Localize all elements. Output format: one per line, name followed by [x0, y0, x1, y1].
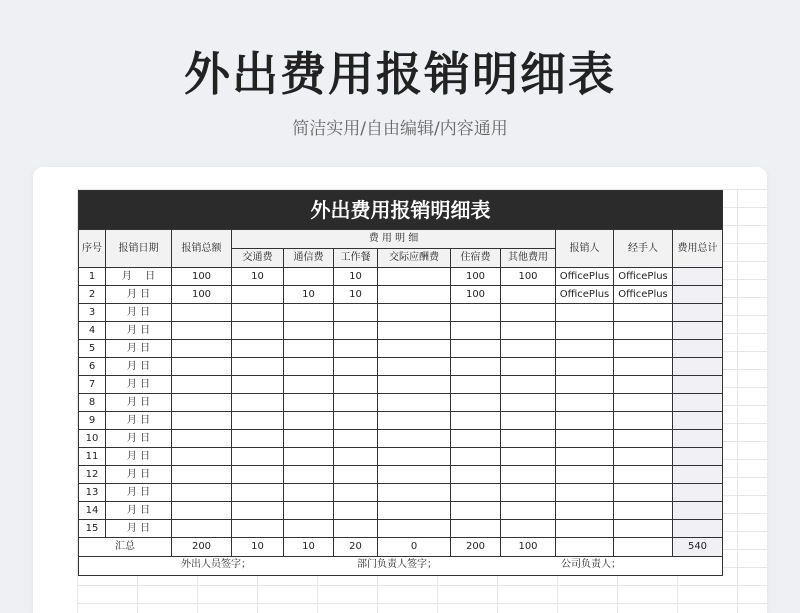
cell-lodging[interactable]	[451, 412, 501, 430]
cell-other[interactable]	[501, 304, 556, 322]
cell-lodging[interactable]	[451, 484, 501, 502]
table-row	[79, 286, 723, 304]
page-title: 外出费用报销明细表	[184, 47, 616, 101]
header-date: 报销日期	[106, 230, 172, 268]
sign-company-head: 公司负责人；	[561, 559, 621, 570]
cell-handler[interactable]: OfficePlus	[614, 286, 673, 304]
sign-dept-head: 部门负责人签字；	[357, 559, 437, 570]
cell-lodging[interactable]	[451, 520, 501, 538]
cell-seq[interactable]: 4	[79, 322, 106, 340]
cell-transport[interactable]	[232, 340, 284, 358]
cell-transport[interactable]	[232, 448, 284, 466]
cell-total[interactable]	[172, 484, 232, 502]
cell-claimant[interactable]	[556, 376, 614, 394]
cell-expense-total[interactable]	[673, 340, 723, 358]
cell-transport[interactable]	[232, 412, 284, 430]
cell-lodging[interactable]	[451, 322, 501, 340]
cell-handler[interactable]	[614, 322, 673, 340]
cell-other[interactable]	[501, 466, 556, 484]
cell-total[interactable]: 100	[172, 286, 232, 304]
cell-date[interactable]: 月 日	[106, 304, 172, 322]
cell-other[interactable]	[501, 376, 556, 394]
cell-claimant[interactable]	[556, 340, 614, 358]
table-row	[79, 304, 723, 322]
cell-handler[interactable]	[614, 394, 673, 412]
summary-other[interactable]: 100	[501, 538, 556, 557]
cell-other[interactable]	[501, 502, 556, 520]
cell-total[interactable]	[172, 466, 232, 484]
table-row	[79, 430, 723, 448]
cell-lodging[interactable]	[451, 466, 501, 484]
cell-other[interactable]	[501, 430, 556, 448]
cell-entertainment[interactable]	[378, 466, 451, 484]
cell-other[interactable]: 100	[501, 268, 556, 286]
cell-claimant[interactable]	[556, 358, 614, 376]
cell-claimant[interactable]	[556, 430, 614, 448]
cell-expense-total[interactable]	[673, 394, 723, 412]
cell-claimant[interactable]	[556, 322, 614, 340]
cell-claimant[interactable]	[556, 520, 614, 538]
cell-meal[interactable]	[334, 322, 378, 340]
cell-handler[interactable]	[614, 430, 673, 448]
cell-date[interactable]: 月 日	[106, 502, 172, 520]
cell-expense-total[interactable]	[673, 430, 723, 448]
cell-transport[interactable]	[232, 358, 284, 376]
cell-expense-total[interactable]	[673, 484, 723, 502]
cell-meal[interactable]	[334, 304, 378, 322]
cell-telecom[interactable]	[284, 520, 334, 538]
cell-lodging[interactable]	[451, 394, 501, 412]
cell-total[interactable]: 100	[172, 268, 232, 286]
cell-handler[interactable]: OfficePlus	[614, 268, 673, 286]
cell-entertainment[interactable]	[378, 484, 451, 502]
cell-date[interactable]: 月 日	[106, 466, 172, 484]
header-entertainment: 交际应酬费	[378, 249, 451, 268]
cell-handler[interactable]	[614, 484, 673, 502]
cell-date[interactable]: 月 日	[106, 268, 172, 286]
cell-meal[interactable]	[334, 502, 378, 520]
table-row	[79, 448, 723, 466]
cell-total[interactable]	[172, 376, 232, 394]
table-row	[79, 358, 723, 376]
cell-expense-total[interactable]	[673, 466, 723, 484]
cell-meal[interactable]	[334, 466, 378, 484]
cell-handler[interactable]	[614, 376, 673, 394]
cell-expense-total[interactable]	[673, 304, 723, 322]
cell-meal[interactable]: 10	[334, 268, 378, 286]
cell-meal[interactable]	[334, 430, 378, 448]
cell-total[interactable]	[172, 358, 232, 376]
summary-meal[interactable]: 20	[334, 538, 378, 557]
cell-telecom[interactable]	[284, 448, 334, 466]
cell-expense-total[interactable]	[673, 520, 723, 538]
summary-telecom[interactable]: 10	[284, 538, 334, 557]
cell-meal[interactable]	[334, 448, 378, 466]
summary-entertainment[interactable]: 0	[378, 538, 451, 557]
cell-seq[interactable]: 11	[79, 448, 106, 466]
table-row	[79, 322, 723, 340]
cell-entertainment[interactable]	[378, 286, 451, 304]
cell-seq[interactable]: 1	[79, 268, 106, 286]
cell-lodging[interactable]	[451, 376, 501, 394]
cell-expense-total[interactable]	[673, 322, 723, 340]
cell-telecom[interactable]	[284, 394, 334, 412]
cell-transport[interactable]: 10	[232, 268, 284, 286]
summary-lodging[interactable]: 200	[451, 538, 501, 557]
signature-row	[79, 557, 723, 576]
cell-claimant[interactable]	[556, 448, 614, 466]
cell-expense-total[interactable]	[673, 376, 723, 394]
header-lodging: 住宿费	[451, 249, 501, 268]
cell-other[interactable]	[501, 340, 556, 358]
cell-meal[interactable]	[334, 358, 378, 376]
cell-seq[interactable]: 7	[79, 376, 106, 394]
cell-meal[interactable]	[334, 520, 378, 538]
expense-table	[78, 190, 723, 576]
cell-telecom[interactable]	[284, 340, 334, 358]
table-row	[79, 484, 723, 502]
cell-date[interactable]: 月 日	[106, 322, 172, 340]
cell-entertainment[interactable]	[378, 322, 451, 340]
cell-handler[interactable]	[614, 448, 673, 466]
cell-seq[interactable]: 15	[79, 520, 106, 538]
cell-seq[interactable]: 14	[79, 502, 106, 520]
cell-meal[interactable]	[334, 394, 378, 412]
cell-lodging[interactable]	[451, 340, 501, 358]
cell-handler[interactable]	[614, 520, 673, 538]
cell-date[interactable]: 月 日	[106, 448, 172, 466]
cell-date[interactable]: 月 日	[106, 340, 172, 358]
cell-lodging[interactable]: 100	[451, 268, 501, 286]
cell-date[interactable]: 月 日	[106, 358, 172, 376]
header-total-amount: 报销总额	[172, 230, 232, 268]
header-transport: 交通费	[232, 249, 284, 268]
cell-telecom[interactable]	[284, 502, 334, 520]
cell-entertainment[interactable]	[378, 394, 451, 412]
table-row	[79, 466, 723, 484]
summary-row	[79, 538, 723, 557]
cell-other[interactable]	[501, 484, 556, 502]
cell-meal[interactable]	[334, 376, 378, 394]
cell-expense-total[interactable]	[673, 268, 723, 286]
table-row	[79, 268, 723, 286]
cell-entertainment[interactable]	[378, 304, 451, 322]
cell-total[interactable]	[172, 394, 232, 412]
signature-cell[interactable]	[79, 557, 723, 576]
cell-date[interactable]: 月 日	[106, 394, 172, 412]
cell-transport[interactable]	[232, 322, 284, 340]
cell-other[interactable]	[501, 322, 556, 340]
summary-handler[interactable]	[614, 538, 673, 557]
cell-meal[interactable]	[334, 340, 378, 358]
cell-expense-total[interactable]	[673, 448, 723, 466]
cell-transport[interactable]	[232, 286, 284, 304]
cell-telecom[interactable]	[284, 376, 334, 394]
header-claimant: 报销人	[556, 230, 614, 268]
cell-other[interactable]	[501, 412, 556, 430]
cell-transport[interactable]	[232, 520, 284, 538]
cell-telecom[interactable]	[284, 484, 334, 502]
cell-entertainment[interactable]	[378, 430, 451, 448]
cell-entertainment[interactable]	[378, 376, 451, 394]
table-row	[79, 376, 723, 394]
cell-total[interactable]	[172, 448, 232, 466]
cell-seq[interactable]: 6	[79, 358, 106, 376]
cell-transport[interactable]	[232, 304, 284, 322]
cell-entertainment[interactable]	[378, 358, 451, 376]
cell-meal[interactable]: 10	[334, 286, 378, 304]
cell-meal[interactable]	[334, 412, 378, 430]
cell-transport[interactable]	[232, 466, 284, 484]
table-row	[79, 412, 723, 430]
cell-seq[interactable]: 2	[79, 286, 106, 304]
cell-lodging[interactable]	[451, 448, 501, 466]
cell-expense-total[interactable]	[673, 502, 723, 520]
cell-other[interactable]	[501, 448, 556, 466]
cell-total[interactable]	[172, 430, 232, 448]
cell-other[interactable]	[501, 520, 556, 538]
cell-total[interactable]	[172, 340, 232, 358]
cell-expense-total[interactable]	[673, 286, 723, 304]
header-other: 其他费用	[501, 249, 556, 268]
cell-seq[interactable]: 3	[79, 304, 106, 322]
cell-date[interactable]: 月 日	[106, 412, 172, 430]
cell-transport[interactable]	[232, 394, 284, 412]
cell-total[interactable]	[172, 502, 232, 520]
cell-handler[interactable]	[614, 412, 673, 430]
cell-date[interactable]: 月 日	[106, 430, 172, 448]
cell-telecom[interactable]	[284, 358, 334, 376]
cell-entertainment[interactable]	[378, 502, 451, 520]
cell-telecom[interactable]	[284, 322, 334, 340]
cell-seq[interactable]: 9	[79, 412, 106, 430]
cell-other[interactable]	[501, 286, 556, 304]
cell-seq[interactable]: 12	[79, 466, 106, 484]
cell-total[interactable]	[172, 322, 232, 340]
cell-lodging[interactable]: 100	[451, 286, 501, 304]
sheet-title: 外出费用报销明细表	[79, 191, 723, 230]
page-subtitle: 简洁实用/自由编辑/内容通用	[292, 119, 508, 139]
cell-claimant[interactable]	[556, 466, 614, 484]
cell-date[interactable]: 月 日	[106, 484, 172, 502]
cell-entertainment[interactable]	[378, 268, 451, 286]
cell-transport[interactable]	[232, 376, 284, 394]
cell-date[interactable]: 月 日	[106, 376, 172, 394]
cell-handler[interactable]	[614, 502, 673, 520]
summary-label[interactable]: 汇总	[79, 538, 172, 557]
summary-total[interactable]: 200	[172, 538, 232, 557]
header-meal: 工作餐	[334, 249, 378, 268]
table-row	[79, 340, 723, 358]
cell-entertainment[interactable]	[378, 448, 451, 466]
cell-entertainment[interactable]	[378, 520, 451, 538]
cell-total[interactable]	[172, 520, 232, 538]
cell-claimant[interactable]	[556, 412, 614, 430]
summary-claimant[interactable]	[556, 538, 614, 557]
header-telecom: 通信费	[284, 249, 334, 268]
cell-claimant[interactable]	[556, 394, 614, 412]
cell-date[interactable]: 月 日	[106, 286, 172, 304]
cell-claimant[interactable]: OfficePlus	[556, 286, 614, 304]
cell-seq[interactable]: 10	[79, 430, 106, 448]
cell-telecom[interactable]	[284, 304, 334, 322]
cell-expense-total[interactable]	[673, 412, 723, 430]
cell-lodging[interactable]	[451, 358, 501, 376]
cell-transport[interactable]	[232, 484, 284, 502]
cell-other[interactable]	[501, 394, 556, 412]
cell-total[interactable]	[172, 304, 232, 322]
cell-telecom[interactable]	[284, 466, 334, 484]
table-row	[79, 520, 723, 538]
cell-transport[interactable]	[232, 430, 284, 448]
cell-claimant[interactable]	[556, 502, 614, 520]
cell-telecom[interactable]	[284, 268, 334, 286]
cell-entertainment[interactable]	[378, 340, 451, 358]
cell-seq[interactable]: 13	[79, 484, 106, 502]
cell-handler[interactable]	[614, 340, 673, 358]
summary-transport[interactable]: 10	[232, 538, 284, 557]
cell-lodging[interactable]	[451, 430, 501, 448]
table-row	[79, 502, 723, 520]
cell-entertainment[interactable]	[378, 412, 451, 430]
cell-expense-total[interactable]	[673, 358, 723, 376]
header-handler: 经手人	[614, 230, 673, 268]
cell-other[interactable]	[501, 358, 556, 376]
header-seq: 序号	[79, 230, 106, 268]
header-details-group: 费 用 明 细	[232, 230, 556, 249]
cell-lodging[interactable]	[451, 304, 501, 322]
cell-total[interactable]	[172, 412, 232, 430]
cell-claimant[interactable]: OfficePlus	[556, 268, 614, 286]
cell-date[interactable]: 月 日	[106, 520, 172, 538]
cell-claimant[interactable]	[556, 304, 614, 322]
sign-traveler: 外出人员签字；	[181, 559, 251, 570]
cell-handler[interactable]	[614, 466, 673, 484]
cell-claimant[interactable]	[556, 484, 614, 502]
cell-handler[interactable]	[614, 304, 673, 322]
header-expense-total: 费用总计	[673, 230, 723, 268]
table-row	[79, 394, 723, 412]
cell-lodging[interactable]	[451, 502, 501, 520]
cell-transport[interactable]	[232, 502, 284, 520]
cell-telecom[interactable]: 10	[284, 286, 334, 304]
cell-handler[interactable]	[614, 358, 673, 376]
cell-meal[interactable]	[334, 484, 378, 502]
cell-seq[interactable]: 8	[79, 394, 106, 412]
summary-expense-total[interactable]: 540	[673, 538, 723, 557]
cell-telecom[interactable]	[284, 412, 334, 430]
cell-telecom[interactable]	[284, 430, 334, 448]
cell-seq[interactable]: 5	[79, 340, 106, 358]
